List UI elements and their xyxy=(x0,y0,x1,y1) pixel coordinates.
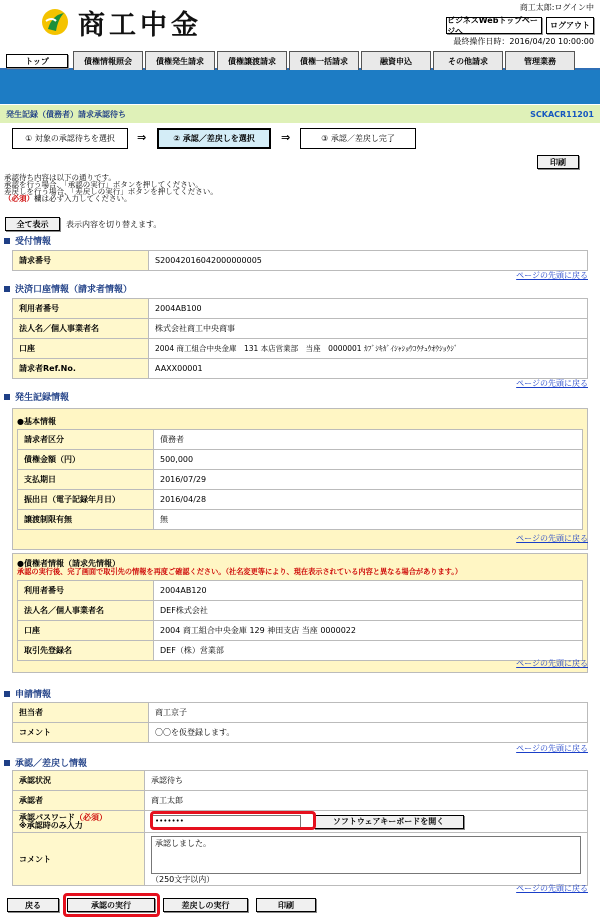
logo-text: 商工中金 xyxy=(78,9,202,41)
user-status: 商工太郎:ログイン中 xyxy=(519,3,594,12)
screen-id: SCKACR11201 xyxy=(530,109,594,119)
table-row: 請求者Ref.No. AAXX00001 xyxy=(13,359,588,379)
back-to-top-link[interactable]: ページの先頭に戻る xyxy=(516,271,588,280)
basic-info-title: ●基本情報 xyxy=(17,417,56,426)
tab-top[interactable]: トップ xyxy=(6,54,68,68)
required-mark: （必須） xyxy=(75,812,107,822)
table-row: コメント 承認しました。 （250文字以内） xyxy=(13,833,588,886)
password-highlight xyxy=(150,811,316,830)
blue-band xyxy=(0,70,600,104)
section-application: 申請情報 xyxy=(4,687,51,700)
required-mark: （必須） xyxy=(4,194,34,203)
step-arrow: ⇒ xyxy=(137,131,147,144)
tab-transfer[interactable]: 債権譲渡請求 xyxy=(217,51,287,70)
table-row: 利用者番号 2004AB100 xyxy=(13,299,588,319)
comment-textarea[interactable]: 承認しました。 xyxy=(151,836,581,874)
back-to-top-link[interactable]: ページの先頭に戻る xyxy=(516,884,588,893)
back-to-top-link[interactable]: ページの先頭に戻る xyxy=(516,659,588,668)
back-button[interactable]: 戻る xyxy=(7,898,59,912)
back-to-top-link[interactable]: ページの先頭に戻る xyxy=(516,534,588,543)
table-row: 取引先登録名 DEF（株）営業部 xyxy=(18,641,583,661)
instructions: 承認待ち内容は以下の通りです。 承認を行う場合、「承認の実行」ボタンを押してください。 差戻しを行う場合、「差戻しの実行」ボタンを押してください。 （必須）欄は必ず入力してください。 xyxy=(4,173,218,203)
table-row: 口座 2004 商工組合中央金庫 131 本店営業部 当座 0000001 ｶﾌﾞｼｷｶﾞｲｼｬｼｮｳｺｳﾁｭｳｵｳｼｮｳｼﾞ xyxy=(13,339,588,359)
step-1: ① 対象の承認待ちを選択 xyxy=(12,128,128,149)
approve-highlight xyxy=(63,893,160,917)
show-all-button[interactable]: 全て表示 xyxy=(5,217,60,231)
table-row: 承認者 商工太郎 xyxy=(13,791,588,811)
table-row: 利用者番号 2004AB120 xyxy=(18,581,583,601)
table-row: 債権金額（円） 500,000 xyxy=(18,450,583,470)
password-label: 承認パスワード xyxy=(19,812,75,822)
page-title: 発生記録（債務者）請求承認待ち xyxy=(6,109,126,119)
table-row: 譲渡制限有無 無 xyxy=(18,510,583,530)
approval-password-field[interactable]: ••••••• xyxy=(151,815,301,828)
logo xyxy=(40,2,240,42)
table-row: 振出日（電子記録年月日） 2016/04/28 xyxy=(18,490,583,510)
application-table xyxy=(12,702,588,743)
logo-mark-icon xyxy=(40,7,70,37)
creditor-info-title: ●債権者情報（請求先情報） xyxy=(17,559,120,568)
section-approval: 承認／差戻し情報 xyxy=(4,756,87,769)
receipt-table xyxy=(12,250,588,271)
tab-inquiry[interactable]: 債権情報照会 xyxy=(73,51,143,70)
password-note: ※承認時のみ入力 xyxy=(19,820,83,830)
tab-occurrence[interactable]: 債権発生請求 xyxy=(145,51,215,70)
print-button-bottom[interactable]: 印刷 xyxy=(256,898,316,912)
table-row: 担当者 商工京子 xyxy=(13,703,588,723)
tab-loan[interactable]: 融資申込 xyxy=(361,51,431,70)
creditor-info-table xyxy=(17,580,583,661)
software-keyboard-button[interactable]: ソフトウェアキーボードを開く xyxy=(314,815,464,829)
table-row: 請求番号 S20042016042000000005 xyxy=(13,251,588,271)
basic-info-table xyxy=(17,429,583,530)
section-settlement: 決済口座情報（請求者情報） xyxy=(4,282,132,295)
step-3: ③ 承認／差戻し完了 xyxy=(300,128,416,149)
table-row: 法人名／個人事業者名 DEF株式会社 xyxy=(18,601,583,621)
section-receipt: 受付情報 xyxy=(4,234,51,247)
show-all-text: 表示内容を切り替えます。 xyxy=(66,220,162,229)
table-row: 請求者区分 債務者 xyxy=(18,430,583,450)
print-button-top[interactable]: 印刷 xyxy=(537,155,579,169)
last-operation-time: 最終操作日時：2016/04/20 10:00:00 xyxy=(453,37,594,46)
table-row: コメント 〇〇を仮登録します。 xyxy=(13,723,588,743)
reject-button[interactable]: 差戻しの実行 xyxy=(163,898,248,912)
settlement-table xyxy=(12,298,588,379)
step-arrow: ⇒ xyxy=(281,131,291,144)
logout-button[interactable]: ログアウト xyxy=(546,17,594,34)
tab-other[interactable]: その他請求 xyxy=(433,51,503,70)
table-row: 法人名／個人事業者名 株式会社商工中央商事 xyxy=(13,319,588,339)
comment-limit: （250文字以内） xyxy=(151,875,215,884)
tab-bulk[interactable]: 債権一括請求 xyxy=(289,51,359,70)
creditor-warning: 承認の実行後、完了画面で取引先の情報を再度ご確認ください。（社名変更等により、現在表示されている内容と異なる場合があります。） xyxy=(17,567,463,576)
table-row: 口座 2004 商工組合中央金庫 129 神田支店 当座 0000022 xyxy=(18,621,583,641)
section-occurrence: 発生記録情報 xyxy=(4,390,69,403)
page-title-bar xyxy=(0,105,600,123)
step-2-current: ② 承認／差戻しを選択 xyxy=(157,128,271,149)
business-web-top-button[interactable]: ビジネスWebトップページへ xyxy=(446,17,542,34)
back-to-top-link[interactable]: ページの先頭に戻る xyxy=(516,379,588,388)
approve-button[interactable]: 承認の実行 xyxy=(67,898,155,912)
tab-admin[interactable]: 管理業務 xyxy=(505,51,575,70)
table-row: 支払期日 2016/07/29 xyxy=(18,470,583,490)
back-to-top-link[interactable]: ページの先頭に戻る xyxy=(516,744,588,753)
table-row: 承認状況 承認待ち xyxy=(13,771,588,791)
